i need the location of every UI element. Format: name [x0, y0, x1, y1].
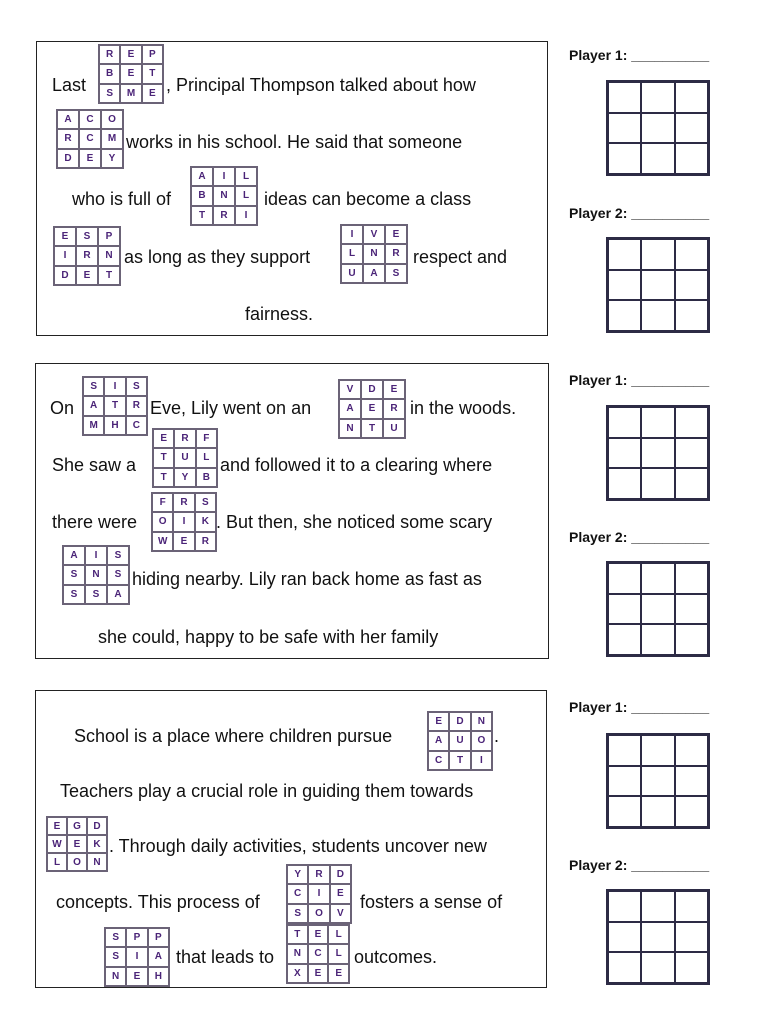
player-2-label: Player 2: __________ [569, 205, 710, 221]
grid-letter: B [196, 468, 217, 487]
grid-letter: T [142, 64, 163, 83]
grid-letter: N [85, 565, 107, 584]
player-1-label: Player 1: __________ [569, 699, 710, 715]
grid-letter: I [173, 512, 194, 531]
puzzle-2-letter-grid-4 [151, 492, 217, 552]
grid-letter: A [148, 947, 169, 966]
puzzle-1-letter-grid-3 [190, 166, 258, 226]
grid-letter: A [191, 167, 213, 186]
grid-letter: E [126, 967, 147, 986]
grid-letter: T [104, 396, 125, 415]
grid-letter: L [328, 944, 349, 963]
player-2-answer-grid[interactable] [606, 237, 710, 333]
grid-letter: T [153, 448, 174, 467]
grid-letter: I [85, 546, 107, 565]
puzzle-2-letter-grid-2 [338, 379, 406, 439]
grid-letter: N [105, 967, 126, 986]
grid-letter: T [153, 468, 174, 487]
grid-letter: T [449, 751, 470, 770]
grid-letter: A [428, 731, 449, 750]
grid-letter: U [174, 448, 195, 467]
grid-letter: R [195, 532, 216, 551]
grid-letter: O [67, 853, 87, 871]
grid-letter: S [76, 227, 98, 246]
grid-letter: T [191, 206, 213, 225]
grid-letter: L [196, 448, 217, 467]
grid-letter: N [471, 712, 492, 731]
grid-letter: N [363, 244, 385, 263]
grid-letter: O [152, 512, 173, 531]
grid-letter: E [142, 84, 163, 103]
grid-letter: D [87, 817, 107, 835]
grid-letter: R [173, 493, 194, 512]
grid-letter: S [63, 585, 85, 604]
grid-letter: M [83, 416, 104, 435]
grid-letter: E [76, 266, 98, 285]
puzzle-2-text-5: and followed it to a clearing where [220, 455, 493, 475]
puzzle-3-letter-grid-4 [104, 927, 170, 987]
grid-letter: N [98, 246, 120, 265]
grid-letter: U [383, 419, 405, 438]
player-2-label: Player 2: __________ [569, 529, 710, 545]
grid-letter: C [428, 751, 449, 770]
grid-letter: E [47, 817, 67, 835]
grid-letter: S [99, 84, 120, 103]
player-1-answer-grid[interactable] [606, 733, 710, 829]
grid-letter: K [87, 835, 107, 853]
grid-letter: I [341, 225, 363, 244]
puzzle-1-text-3: works in his school. He said that someone [126, 132, 463, 152]
grid-letter: T [98, 266, 120, 285]
puzzle-2-text-1: On [50, 398, 75, 418]
grid-letter: F [152, 493, 173, 512]
puzzle-2-text-3: in the woods. [410, 398, 517, 418]
puzzle-1-text-4: who is full of [72, 189, 172, 209]
grid-letter: S [107, 565, 129, 584]
grid-letter: H [104, 416, 125, 435]
grid-letter: H [148, 967, 169, 986]
grid-letter: O [101, 110, 123, 129]
grid-letter: E [330, 884, 351, 903]
grid-letter: Y [287, 865, 308, 884]
grid-letter: A [63, 546, 85, 565]
grid-letter: E [67, 835, 87, 853]
grid-letter: A [339, 399, 361, 418]
grid-letter: R [308, 865, 329, 884]
grid-letter: P [98, 227, 120, 246]
grid-letter: U [449, 731, 470, 750]
puzzle-2-letter-grid-1 [82, 376, 148, 436]
grid-letter: R [385, 244, 407, 263]
grid-letter: K [195, 512, 216, 531]
grid-letter: N [339, 419, 361, 438]
grid-letter: E [428, 712, 449, 731]
grid-letter: P [126, 928, 147, 947]
player-1-label: Player 1: __________ [569, 372, 710, 388]
grid-letter: A [57, 110, 79, 129]
grid-letter: I [213, 167, 235, 186]
puzzle-1-text-1: Last [52, 75, 87, 95]
puzzle-3-letter-grid-1 [427, 711, 493, 771]
grid-letter: C [126, 416, 147, 435]
puzzle-2-text-8: hiding nearby. Lily ran back home as fast as [132, 569, 482, 589]
grid-letter: A [363, 264, 385, 283]
grid-letter: C [79, 110, 101, 129]
grid-letter: I [126, 947, 147, 966]
grid-letter: D [330, 865, 351, 884]
grid-letter: S [126, 377, 147, 396]
grid-letter: E [120, 64, 141, 83]
grid-letter: S [85, 585, 107, 604]
grid-letter: E [383, 380, 405, 399]
grid-letter: W [152, 532, 173, 551]
grid-letter: E [385, 225, 407, 244]
grid-letter: S [83, 377, 104, 396]
grid-letter: D [361, 380, 383, 399]
grid-letter: S [105, 947, 126, 966]
player-1-label: Player 1: __________ [569, 47, 710, 63]
grid-letter: E [173, 532, 194, 551]
puzzle-3-text-8: outcomes. [354, 947, 438, 967]
grid-letter: E [54, 227, 76, 246]
puzzle-3-text-2: . [494, 726, 500, 746]
grid-letter: S [287, 904, 308, 923]
grid-letter: I [104, 377, 125, 396]
puzzle-3-text-3: Teachers play a crucial role in guiding them towards [60, 781, 474, 801]
grid-letter: V [339, 380, 361, 399]
grid-letter: D [57, 149, 79, 168]
grid-letter: R [57, 129, 79, 148]
grid-letter: E [153, 429, 174, 448]
grid-letter: D [449, 712, 470, 731]
grid-letter: M [101, 129, 123, 148]
grid-letter: D [54, 266, 76, 285]
grid-letter: N [287, 944, 308, 963]
grid-letter: L [235, 186, 257, 205]
grid-letter: I [308, 884, 329, 903]
grid-letter: N [87, 853, 107, 871]
puzzle-2-text-6: there were [52, 512, 138, 532]
grid-letter: B [99, 64, 120, 83]
grid-letter: V [363, 225, 385, 244]
grid-letter: U [341, 264, 363, 283]
puzzle-3-letter-grid-2 [46, 816, 108, 872]
puzzle-1-text-7: respect and [413, 247, 508, 267]
grid-letter: R [99, 45, 120, 64]
grid-letter: E [120, 45, 141, 64]
grid-letter: V [330, 904, 351, 923]
puzzle-1-letter-grid-2 [56, 109, 124, 169]
grid-letter: I [54, 246, 76, 265]
grid-letter: S [63, 565, 85, 584]
grid-letter: Y [101, 149, 123, 168]
puzzle-3-text-4: . Through daily activities, students uncover new [109, 836, 487, 856]
grid-letter: C [79, 129, 101, 148]
grid-letter: E [328, 964, 349, 983]
puzzle-1-text-8: fairness. [245, 304, 314, 324]
grid-letter: X [287, 964, 308, 983]
grid-letter: L [328, 925, 349, 944]
grid-letter: W [47, 835, 67, 853]
player-2-label: Player 2: __________ [569, 857, 710, 873]
puzzle-1-text-6: as long as they support [124, 247, 311, 267]
puzzle-1-letter-grid-1 [98, 44, 164, 104]
grid-letter: M [120, 84, 141, 103]
grid-letter: B [191, 186, 213, 205]
grid-letter: F [196, 429, 217, 448]
grid-letter: R [383, 399, 405, 418]
puzzle-2-text-7: . But then, she noticed some scary [216, 512, 493, 532]
puzzle-2-letter-grid-3 [152, 428, 218, 488]
grid-letter: I [235, 206, 257, 225]
player-2-answer-grid[interactable] [606, 889, 710, 985]
puzzle-2-text-2: Eve, Lily went on an [150, 398, 312, 418]
grid-letter: R [76, 246, 98, 265]
grid-letter: I [471, 751, 492, 770]
grid-letter: E [308, 964, 329, 983]
puzzle-3-text-7: that leads to [176, 947, 275, 967]
grid-letter: A [83, 396, 104, 415]
puzzle-1-letter-grid-5 [340, 224, 408, 284]
puzzle-3-text-6: fosters a sense of [360, 892, 503, 912]
grid-letter: R [174, 429, 195, 448]
player-1-answer-grid[interactable] [606, 80, 710, 176]
grid-letter: C [308, 944, 329, 963]
player-1-answer-grid[interactable] [606, 405, 710, 501]
puzzle-3-text-5: concepts. This process of [56, 892, 260, 912]
grid-letter: C [287, 884, 308, 903]
grid-letter: R [126, 396, 147, 415]
grid-letter: S [195, 493, 216, 512]
grid-letter: P [142, 45, 163, 64]
grid-letter: L [47, 853, 67, 871]
puzzle-3-letter-grid-5 [286, 924, 350, 984]
grid-letter: T [361, 419, 383, 438]
grid-letter: E [308, 925, 329, 944]
player-2-answer-grid[interactable] [606, 561, 710, 657]
grid-letter: L [341, 244, 363, 263]
puzzle-3-text-1: School is a place where children pursue [74, 726, 393, 746]
grid-letter: E [361, 399, 383, 418]
grid-letter: O [308, 904, 329, 923]
grid-letter: G [67, 817, 87, 835]
grid-letter: E [79, 149, 101, 168]
puzzle-2-text-4: She saw a [52, 455, 137, 475]
puzzle-2-text-9: she could, happy to be safe with her family [98, 627, 439, 647]
puzzle-3-letter-grid-3 [286, 864, 352, 924]
grid-letter: S [107, 546, 129, 565]
grid-letter: S [385, 264, 407, 283]
puzzle-2-letter-grid-5 [62, 545, 130, 605]
puzzle-1-letter-grid-4 [53, 226, 121, 286]
grid-letter: L [235, 167, 257, 186]
grid-letter: S [105, 928, 126, 947]
grid-letter: Y [174, 468, 195, 487]
grid-letter: N [213, 186, 235, 205]
grid-letter: T [287, 925, 308, 944]
puzzle-1-text-5: ideas can become a class [264, 189, 472, 209]
grid-letter: A [107, 585, 129, 604]
puzzle-1-text-2: , Principal Thompson talked about how [166, 75, 476, 95]
grid-letter: O [471, 731, 492, 750]
grid-letter: P [148, 928, 169, 947]
grid-letter: R [213, 206, 235, 225]
